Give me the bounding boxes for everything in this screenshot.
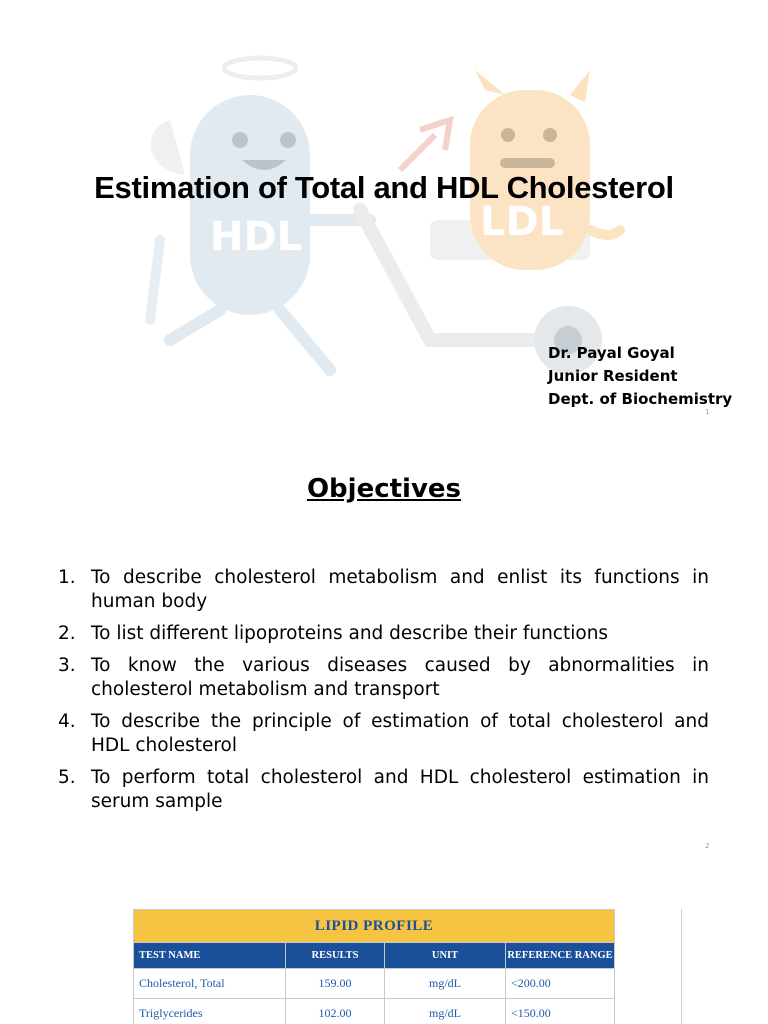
objectives-title: Objectives — [306, 474, 462, 504]
list-number: 2. — [58, 623, 76, 644]
column-header: TEST NAME — [134, 943, 286, 969]
column-header: UNIT — [385, 943, 506, 969]
table-cell: mg/dL — [385, 999, 506, 1024]
page-number: 1 — [705, 408, 710, 416]
slide-title: Estimation of Total and HDL Cholesterol — [94, 170, 674, 205]
table-row — [134, 969, 615, 999]
list-text: To know the various diseases caused by abnormalities in cholesterol metabolism and transport — [91, 655, 709, 700]
divider — [681, 909, 682, 1024]
title-slide — [0, 0, 768, 430]
list-number: 4. — [58, 711, 76, 732]
objectives-list — [58, 566, 709, 822]
table-title: LIPID PROFILE — [134, 910, 615, 943]
table-cell: 102.00 — [286, 999, 385, 1024]
objectives-slide — [0, 430, 768, 860]
lipid-profile-table — [133, 909, 615, 1024]
author-name: Dr. Payal Goyal — [548, 344, 675, 362]
list-item — [58, 766, 709, 814]
list-item — [58, 710, 709, 758]
column-header: REFERENCE RANGE — [506, 943, 615, 969]
table-row — [134, 999, 615, 1024]
table-cell: <150.00 — [506, 999, 615, 1024]
svg-text:LDL: LDL — [480, 199, 565, 245]
lipid-profile-slide — [0, 860, 768, 1024]
table-cell: mg/dL — [385, 969, 506, 999]
list-text: To perform total cholesterol and HDL cholesterol estimation in serum sample — [91, 767, 709, 812]
table-cell: 159.00 — [286, 969, 385, 999]
list-text: To list different lipoproteins and describe their functions — [91, 623, 609, 644]
list-item — [58, 566, 709, 614]
author-role: Junior Resident — [548, 367, 678, 385]
table-header-row — [134, 943, 615, 969]
hdl-ldl-cartoon-icon — [130, 40, 630, 390]
author-block — [548, 342, 732, 411]
table-cell: <200.00 — [506, 969, 615, 999]
page-number: 2 — [705, 842, 710, 850]
list-number: 3. — [58, 655, 76, 676]
column-header: RESULTS — [286, 943, 385, 969]
list-text: To describe cholesterol metabolism and enlist its functions in human body — [91, 567, 709, 612]
list-item — [58, 622, 709, 646]
list-item — [58, 654, 709, 702]
list-number: 5. — [58, 767, 76, 788]
list-text: To describe the principle of estimation of total cholesterol and HDL cholesterol — [91, 711, 709, 756]
list-number: 1. — [58, 567, 76, 588]
svg-text:HDL: HDL — [210, 214, 303, 260]
table-cell: Triglycerides — [134, 999, 286, 1024]
author-dept: Dept. of Biochemistry — [548, 390, 733, 408]
table-cell: Cholesterol, Total — [134, 969, 286, 999]
